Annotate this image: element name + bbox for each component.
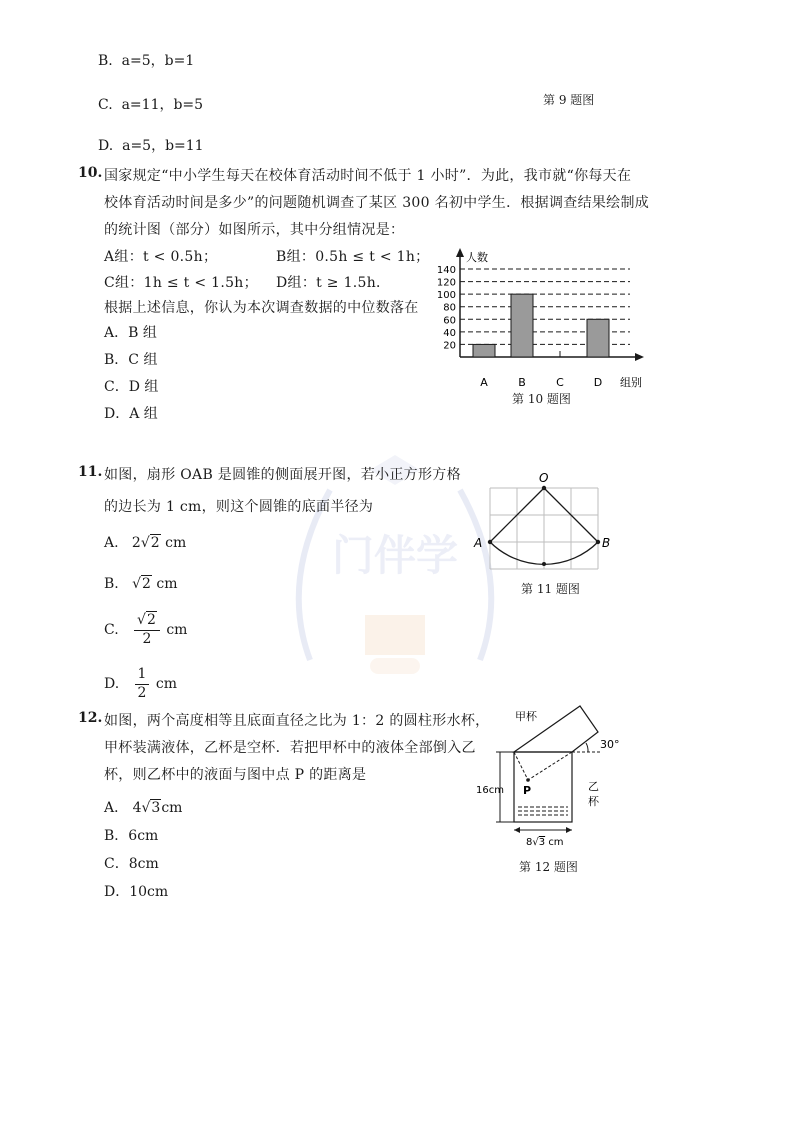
label-a: A: [474, 536, 483, 550]
q10-group-a: A组：t < 0.5h；: [104, 249, 218, 265]
q10-group-c: C组：1h ≤ t < 1.5h；: [104, 275, 258, 291]
watermark-text: 门伴学: [331, 531, 459, 580]
q11-number: 11.: [78, 464, 103, 480]
q11-option-b: B. √2 cm: [104, 576, 178, 592]
x-tick-label-C: C: [556, 376, 564, 389]
q11-line-2: 的边长为 1 cm，则这个圆锥的底面半径为: [104, 499, 374, 515]
q9-option-b: B. a=5，b=1: [98, 53, 195, 69]
cup-jia-label: 甲杯: [515, 710, 537, 723]
q10-option-c: C．D 组: [104, 379, 159, 395]
q10-option-d: D．A 组: [104, 406, 158, 422]
y-axis-label: 人数: [466, 251, 488, 264]
label-b: B: [602, 536, 611, 550]
q11-figure-caption: 第 11 题图: [521, 582, 580, 596]
x-tick-label-D: D: [593, 376, 603, 389]
q11-line-1: 如图，扇形 OAB 是圆锥的侧面展开图，若小正方形方格: [104, 467, 461, 483]
y-tick-label: 20: [443, 340, 456, 352]
q10-bar-chart: [420, 245, 650, 395]
cup-yi-label-1: 乙: [588, 780, 599, 793]
q10-line-3: 的统计图（部分）如图所示，其中分组情况是：: [104, 222, 405, 238]
y-axis-arrow: [456, 248, 464, 257]
y-tick-label: 140: [436, 265, 456, 276]
label-o: O: [539, 471, 549, 485]
bar-B: [511, 294, 533, 357]
q11-option-d: D. $\frac{1}{2}$ cm: [104, 666, 178, 701]
x-tick-label-A: A: [480, 376, 488, 389]
x-axis-arrow: [635, 353, 644, 361]
cup-yi-label-2: 杯: [588, 795, 599, 808]
q10-option-a: A．B 组: [104, 325, 157, 341]
q12-line-2: 甲杯装满液体，乙杯是空杯．若把甲杯中的液体全部倒入乙: [104, 740, 476, 756]
q12-option-d: D．10cm: [104, 884, 169, 900]
y-tick-label: 40: [443, 327, 456, 339]
q11-option-a: A. 2√2 cm: [104, 535, 187, 551]
width-label: 8√3 cm: [526, 837, 564, 848]
q12-option-c: C．8cm: [104, 856, 159, 872]
q9-option-d: D. a=5，b=11: [98, 138, 204, 154]
q10-line-1: 国家规定“中小学生每天在校体育活动时间不低于 1 小时”．为此，我市就“你每天在: [104, 168, 632, 184]
q10-option-b: B．C 组: [104, 352, 158, 368]
bar-D: [587, 319, 609, 357]
q12-line-1: 如图，两个高度相等且底面直径之比为 1：2 的圆柱形水杯，: [104, 713, 490, 729]
liquid-lines: [518, 807, 568, 815]
q12-number: 12.: [78, 710, 103, 726]
q10-group-b: B组：0.5h ≤ t < 1h；: [276, 249, 430, 265]
q12-option-b: B．6cm: [104, 828, 159, 844]
point-p-label: P: [523, 784, 532, 797]
q12-option-a: A． 4√3cm: [104, 800, 183, 816]
q10-figure-caption: 第 10 题图: [512, 392, 571, 406]
y-tick-label: 120: [436, 277, 456, 289]
q12-line-3: 杯，则乙杯中的液面与图中点 P 的距离是: [104, 767, 367, 783]
x-axis-label: 组别: [620, 376, 642, 389]
bar-A: [473, 344, 495, 357]
angle-label: 30°: [600, 738, 620, 751]
y-tick-label: 60: [443, 315, 456, 327]
y-tick-label: 80: [443, 302, 456, 314]
q10-line-4: 根据上述信息，你认为本次调查数据的中位数落在: [104, 300, 419, 316]
fraction: $\frac{√2}{2}$: [134, 612, 160, 648]
q10-number: 10.: [78, 165, 103, 181]
y-tick-label: 100: [436, 290, 456, 302]
q12-cup-figure: [470, 700, 640, 855]
grid: [490, 488, 598, 569]
fraction: $\frac{1}{2}$: [135, 666, 150, 702]
q11-option-c: C. $\frac{√2}{2}$ cm: [104, 612, 188, 647]
q10-group-d: D组：t ≥ 1.5h．: [276, 275, 391, 291]
q11-sector-figure: [470, 470, 620, 578]
x-tick-label-B: B: [518, 376, 526, 389]
q9-figure-caption: 第 9 题图: [543, 93, 595, 107]
q9-option-c: C. a=11，b=5: [98, 97, 204, 113]
height-label: 16cm: [476, 785, 504, 796]
q12-figure-caption: 第 12 题图: [519, 860, 578, 874]
q10-line-2: 校体育活动时间是多少”的问题随机调查了某区 300 名初中学生．根据调查结果绘制成: [104, 195, 650, 211]
